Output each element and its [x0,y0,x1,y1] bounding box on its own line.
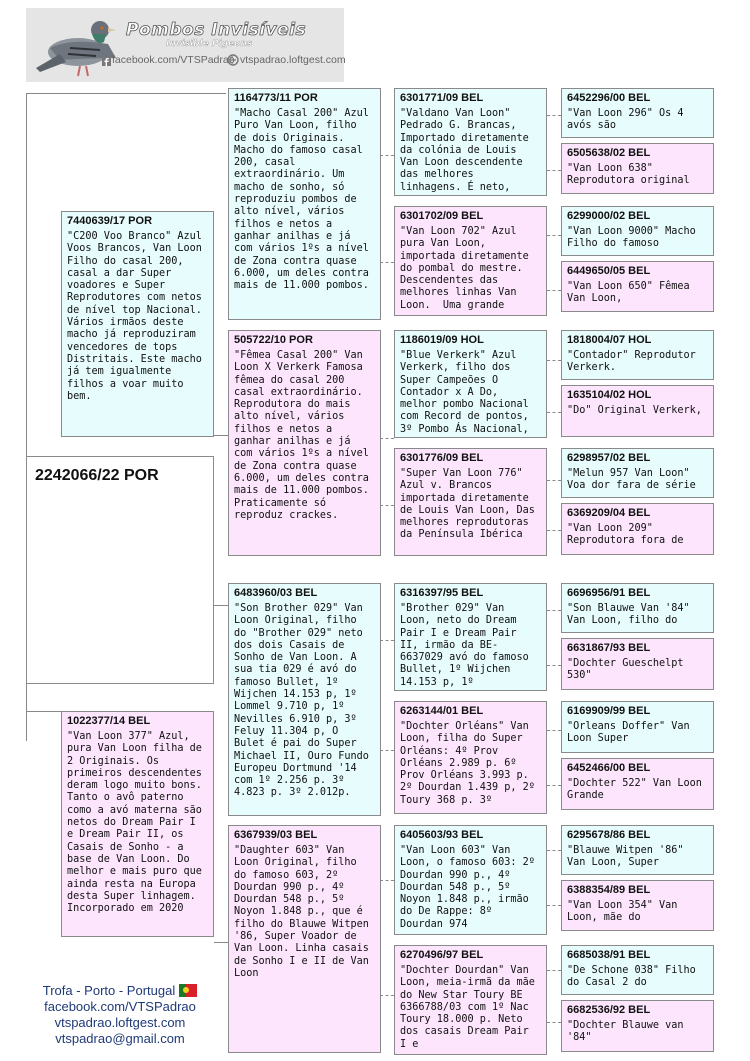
ancestor-card [561,448,714,498]
dashed-connector [547,1022,561,1023]
pigeon-ring: 1164773/11 POR [234,92,318,104]
footer-location: Trofa - Porto - Portugal [42,983,176,998]
pigeon-ring: 6505638/02 BEL [567,147,651,159]
pigeon-description: "Contador" Reprodutor Verkerk. [567,350,702,374]
pigeon-description: "Melun 957 Van Loon" Voa dor fara de série [567,468,696,492]
pigeon-ring: 7440639/17 POR [67,215,153,227]
ancestor-card [561,758,714,810]
ancestor-card [561,88,714,138]
pigeon-ring: 6405603/93 BEL [400,829,484,841]
pigeon-description: "Super Van Loon 776" Azul v. Brancos importada diretamente de Louis Van Loon, Das melhores reprodutoras da Península Ibérica [400,468,542,541]
dashed-connector [547,665,561,666]
pigeon-ring: 6298957/02 BEL [567,452,651,464]
footer-contact [20,983,220,1047]
great-grandparent-card [394,583,547,691]
great-grandparent-card [394,206,547,316]
pigeon-ring: 1022377/14 BEL [67,715,151,727]
ancestor-card [561,638,714,690]
dashed-connector [547,360,561,361]
pigeon-description: "Brother 029" Van Loon, neto do Dream Pair I e Dream Pair II, irmão da BE-6637029 avó do famoso Bullet, 1º Wijchen 14.153 p, 1º [400,603,535,688]
connector-line [26,93,27,456]
dashed-connector [380,640,394,641]
pigeon-description: "Dochter Orléans" Van Loon, filha do Super Orléans: 4º Prov Orléans 2.989 p. 6º Prov Orléans 3.993 p. 2º Dourdan 1.439 p, 2º Toury 368 p. 3º [400,721,542,806]
header-banner [26,8,344,82]
connector-line [26,684,27,741]
connector-line [26,711,62,712]
pigeon-ring: 6682536/92 BEL [567,1004,651,1016]
pigeon-ring: 6169909/99 BEL [567,705,651,717]
connector-line [26,93,226,94]
header-subtitle: Invisible Pigeons [166,39,253,49]
pigeon-ring: 6270496/97 BEL [400,949,484,961]
pigeon-ring: 6452466/00 BEL [567,762,651,774]
main-pigeon-ring: 2242066/22 POR [35,467,159,484]
pigeon-ring: 6388354/89 BEL [567,884,651,896]
ancestor-card [561,143,714,194]
pigeon-description: "Blauwe Witpen '86" Van Loon, Super [567,845,690,869]
pigeon-ring: 1818004/07 HOL [567,334,652,346]
pigeon-description: "Van Loon 702" Azul pura Van Loon, importada diretamente do pombal do mestre. Descendentes das melhores linhas Van Loon. Uma grande [400,226,535,311]
pigeon-description: "Daughter 603" Van Loon Original, filho do famoso 603, 2º Dourdan 990 p., 4º Dourdan 548 p., 5º Noyon 1.848 p., que é filho do Blauwe Witpen '86, Super Voador de Van Loon. Linha casais de Sonho I e II de Van Loon [234,845,376,979]
ancestor-card [561,503,714,555]
pigeon-ring: 6631867/93 BEL [567,642,651,654]
main-pigeon-card [26,456,214,684]
dashed-connector [380,995,394,996]
pigeon-description: "Dochter Dourdan" Van Loon, meia-irmã da mãe do New Star Toury BE 6366788/03 com 1º Nac Toury 18.000 p. Neto dos casais Dream Pair I e [400,965,542,1050]
pigeon-description: "Van Loon 650" Fêmea Van Loon, [567,281,696,305]
great-grandparent-card [394,330,547,438]
pigeon-description: "Dochter Blauwe van '84" [567,1020,690,1044]
pigeon-description: "Van Loon 296" Os 4 avós são [567,108,690,132]
connector-line [214,605,228,606]
sire-card [61,211,214,437]
pigeon-ring: 6449650/05 BEL [567,265,651,277]
dashed-connector [380,262,394,263]
pigeon-ring: 6301776/09 BEL [400,452,484,464]
dashed-connector [380,155,394,156]
dashed-connector [547,905,561,906]
great-grandparent-card [394,825,547,935]
dashed-connector [547,970,561,971]
pigeon-description: "Son Blauwe Van '84" Van Loon, filho do [567,603,696,627]
dashed-connector [547,235,561,236]
pigeon-description: "Van Loon 638" Reprodutora original [567,163,690,187]
ancestor-card [561,206,714,256]
dashed-connector [547,115,561,116]
portugal-flag-icon [179,984,197,997]
pigeon-ring: 6696956/91 BEL [567,587,651,599]
pigeon-ring: 505722/10 POR [234,334,313,346]
pigeon-ring: 6452296/00 BEL [567,92,651,104]
ancestor-card [561,1000,714,1052]
footer-location-row [20,983,220,999]
footer-email-link[interactable]: vtspadrao@gmail.com [55,1031,185,1046]
pigeon-ring: 6301771/09 BEL [400,92,484,104]
ancestor-card [561,880,714,931]
facebook-icon [102,57,111,66]
ancestor-card [561,945,714,995]
dashed-connector [380,750,394,751]
pigeon-description: "Fêmea Casal 200" Van Loon X Verkerk Famosa fêmea do casal 200 casal extraordinário. Reprodutora do mais alto nível, vários filhos e netos a ganhar anilhas e já com vários 1ºs a nível de Zona contra quase 6.000, um deles contra mais de 11.000 pombos. Praticamente só reproduz crackes. [234,350,376,521]
great-grandparent-card [394,88,547,196]
pigeon-ring: 6316397/95 BEL [400,587,484,599]
dashed-connector [547,530,561,531]
pigeon-description: "Dochter Gueschelpt 530" [567,658,690,682]
dam-card [61,711,214,937]
dashed-connector [380,438,394,439]
pigeon-ring: 6369209/04 BEL [567,507,651,519]
pigeon-description: "Valdano Van Loon" Pedrado G. Brancas, Importado diretamente da colónia de Louis Van Loon descendente das melhores linhagens. É neto, [400,108,535,193]
pigeon-ring: 6483960/03 BEL [234,587,318,599]
dashed-connector [547,610,561,611]
pigeon-description: "Orleans Doffer" Van Loon Super [567,721,696,745]
connector-line [214,942,228,943]
pigeon-ring: 1635104/02 HOL [567,389,652,401]
ancestor-card [561,701,714,753]
pigeon-description: "Dochter 522" Van Loon Grande [567,778,709,802]
pigeon-ring: 6263144/01 BEL [400,705,484,717]
ancestor-card [561,825,714,875]
dashed-connector [547,170,561,171]
dashed-connector [547,412,561,413]
pigeon-description: "Van Loon 9000" Macho Filho do famoso [567,226,702,250]
grandparent-card [228,583,381,816]
connector-line [214,435,228,436]
ancestor-card [561,330,714,380]
pigeon-logo-icon [30,8,120,82]
pigeon-description: "Van Loon 354" Van Loon, mãe do [567,900,684,924]
pigeon-description: "Blue Verkerk" Azul Verkerk, filho dos Super Campeões O Contador x A Do, melhor pombo Nacional com Record de pontos, 3º Pombo Ás Nacional, [400,350,535,435]
pigeon-ring: 6367939/03 BEL [234,829,318,841]
footer-facebook-link[interactable]: facebook.com/VTSPadrao [44,999,196,1014]
pigeon-description: "Macho Casal 200" Azul Puro Van Loon, filho de dois Originais. Macho do famoso casal 200, casal extraordinário. Um macho de sonho, só reproduziu pombos de alto nível, vários filhos e netos a ganhar anilhas e já com vários 1ºs a nível de Zona contra quase 6.000, um deles contra mais de 11.000 pombos. [234,108,376,292]
dashed-connector [547,730,561,731]
header-facebook-link[interactable]: facebook.com/VTSPadrao [112,54,235,66]
pigeon-description: "Son Brother 029" Van Loon Original, filho do "Brother 029" neto dos dois Casais de Sonho de Van Loon. A sua tia 029 é avó do famoso Bullet, 1º Wijchen 14.153 p, 1º Lommel 9.710 p, 1º Nevilles 6.910 p, 3º Feluy 11.304 p, O Bulet é pai do Super Michael II, Ouro Fundo Europeu Dortmund '14 com 1º 2.256 p. 3º 4.823 p. 3º 2.012p. [234,603,376,799]
pigeon-description: "Van Loon 603" Van Loon, o famoso 603: 2º Dourdan 990 p., 4º Dourdan 548 p., 5º Noyon 1.848 p., irmão do De Rappe: 8º Dourdan 974 [400,845,542,930]
header-website-link[interactable]: vtspadrao.loftgest.com [240,54,346,66]
great-grandparent-card [394,701,547,814]
footer-website-link[interactable]: vtspadrao.loftgest.com [54,1015,186,1030]
pigeon-description: "Van Loon 377" Azul, pura Van Loon filha de 2 Originais. Os primeiros descendentes deram logo muito bons. Tanto o avô paterno como a avó materna são netos do Dream Pair I e Dream Pair II, os Casais de Sonho - a base de Van Loon. Do melhor e mais puro que ainda resta na Europa desta Super linhagem. Incorporado em 2020 [67,731,209,915]
pigeon-ring: 6299000/02 BEL [567,210,651,222]
pigeon-description: "C200 Voo Branco" Azul Voos Brancos, Van Loon Filho do casal 200, casal a dar Super voadores e Super Reprodutores com netos de nível top Nacional. Vários irmãos deste macho já reproduziram vencedores de tops Distritais. Este macho já tem igualmente filhos a voar muito bem. [67,231,209,402]
dashed-connector [547,480,561,481]
pigeon-description: "Do" Original Verkerk, [567,405,702,416]
great-grandparent-card [394,945,547,1055]
ancestor-card [561,583,714,633]
pigeon-ring: 6685038/91 BEL [567,949,651,961]
dashed-connector [547,785,561,786]
dashed-connector [547,850,561,851]
ancestor-card [561,261,714,312]
pigeon-description: "Van Loon 209" Reprodutora fora de [567,523,684,547]
grandparent-card [228,88,381,320]
great-grandparent-card [394,448,547,556]
web-e-icon [227,54,239,66]
grandparent-card [228,825,381,1053]
header-title: Pombos Invisíveis [126,20,307,40]
grandparent-card [228,330,381,556]
ancestor-card [561,385,714,437]
dashed-connector [547,290,561,291]
dashed-connector [380,505,394,506]
pigeon-description: "De Schone 038" Filho do Casal 2 do [567,965,702,989]
pigeon-ring: 1186019/09 HOL [400,334,484,346]
pigeon-ring: 6295678/86 BEL [567,829,651,841]
dashed-connector [380,880,394,881]
pigeon-ring: 6301702/09 BEL [400,210,484,222]
